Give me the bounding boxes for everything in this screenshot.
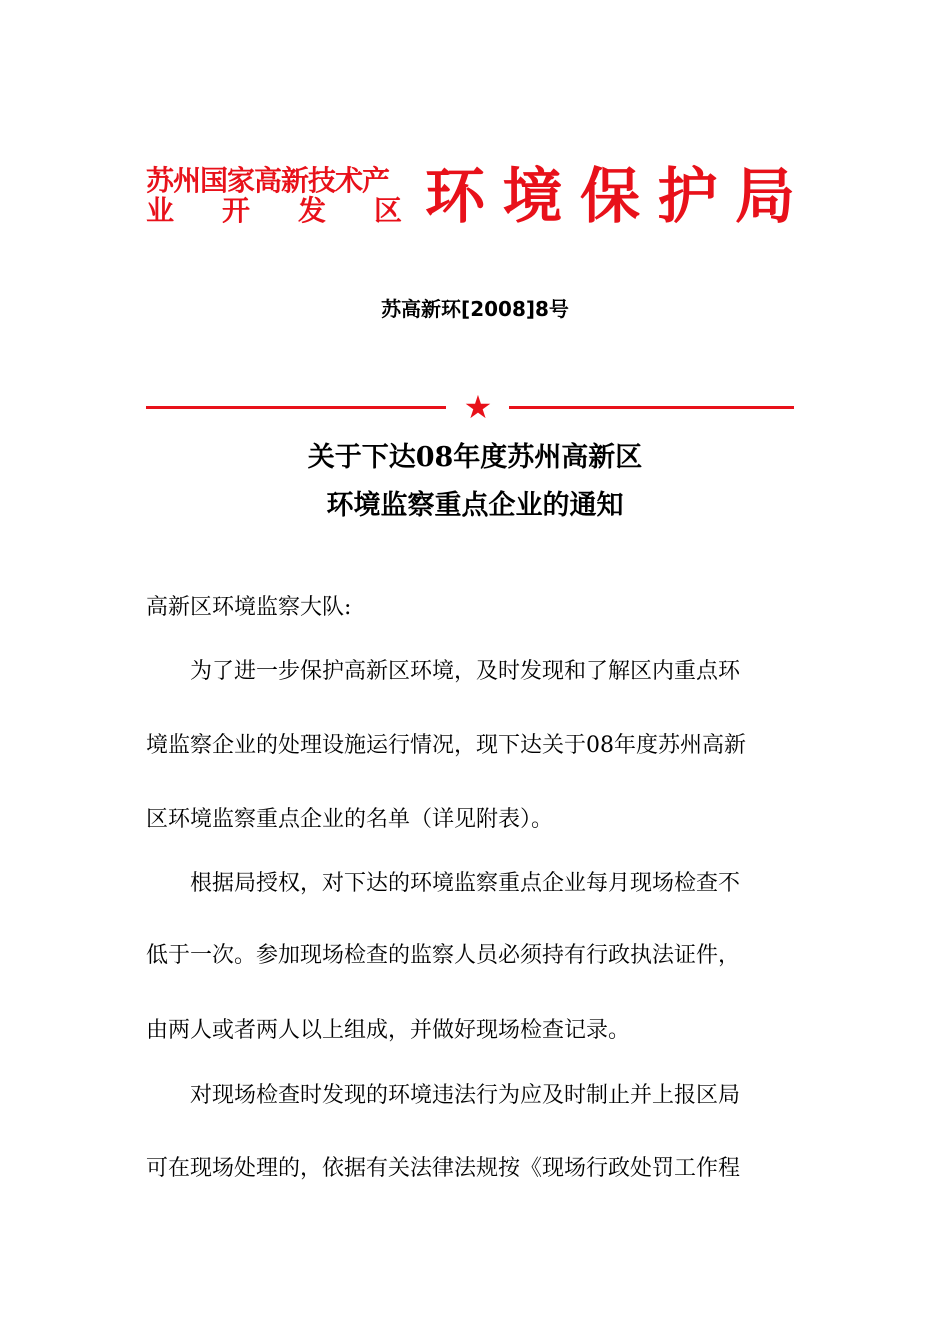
body-line: 对现场检查时发现的环境违法行为应及时制止并上报区局 (146, 1083, 741, 1108)
red-divider (146, 388, 794, 426)
bureau-char: 环 (425, 162, 485, 232)
document-title-line-2: 环境监察重点企业的通知 (326, 490, 624, 521)
bureau-char: 保 (580, 162, 640, 232)
body-line: 根据局授权，对下达的环境监察重点企业每月现场检查不 (146, 871, 741, 896)
bureau-char: 护 (657, 162, 718, 232)
organization-char: 开 (221, 194, 250, 227)
bureau-char: 境 (502, 162, 563, 232)
organization-line-2 (146, 196, 402, 226)
organization-line-1: 苏州国家高新技术产 (146, 164, 390, 197)
organization-char: 业 (146, 194, 175, 227)
organization-char: 发 (297, 194, 326, 227)
document-number: 苏高新环[2008]8号 (381, 297, 569, 321)
salutation: 高新区环境监察大队: (146, 595, 352, 620)
divider-bar-left (146, 406, 446, 409)
body-line: 区环境监察重点企业的名单（详见附表）。 (146, 807, 554, 832)
body-line: 低于一次。参加现场检查的监察人员必须持有行政执法证件， (146, 943, 741, 968)
body-line: 境监察企业的处理设施运行情况，现下达关于08年度苏州高新 (146, 733, 746, 758)
body-line: 为了进一步保护高新区环境，及时发现和了解区内重点环 (146, 659, 741, 684)
divider-bar-right (509, 406, 794, 409)
star-icon: ★ (463, 388, 493, 426)
body-line: 可在现场处理的，依据有关法律法规按《现场行政处罚工作程 (146, 1156, 741, 1181)
body-line: 由两人或者两人以上组成，并做好现场检查记录。 (146, 1018, 631, 1043)
organization-char: 区 (373, 194, 402, 227)
issuing-organization (146, 166, 402, 226)
document-title-line-1: 关于下达08年度苏州高新区 (307, 442, 643, 473)
bureau-name (425, 160, 795, 234)
bureau-char: 局 (735, 162, 795, 232)
